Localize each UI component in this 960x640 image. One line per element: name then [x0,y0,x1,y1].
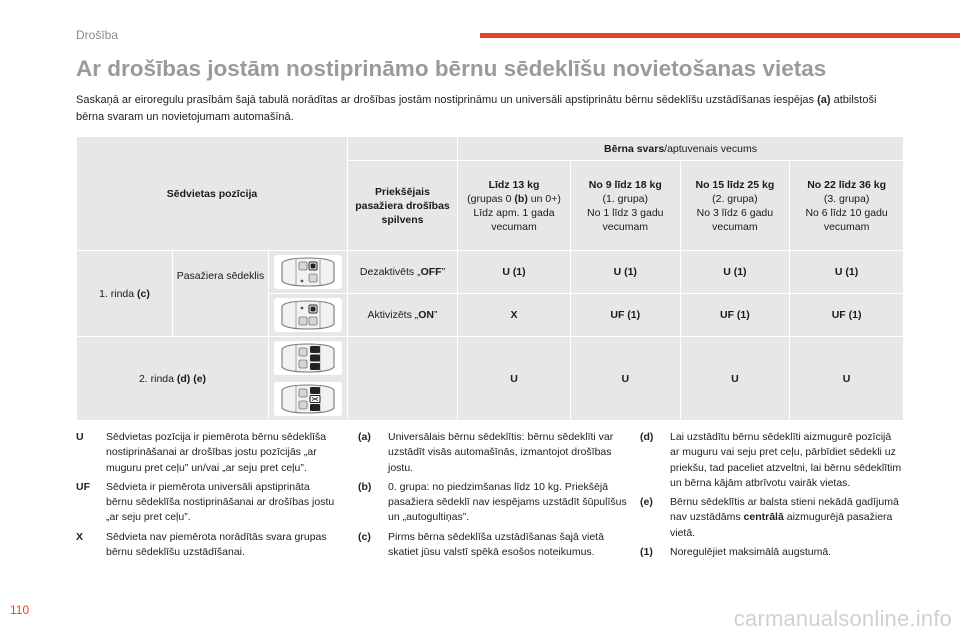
car-front-seat-diagram-off [269,251,348,294]
group-1-header [570,161,680,251]
seat-position-header: Sēdvietas pozīcija [77,137,348,251]
row-1-seat: Pasažiera sēdeklis [173,251,269,337]
row-2-group-2: U [680,337,790,421]
note-item [76,430,338,476]
group-0-header [458,161,571,251]
notes-column-3 [640,430,902,564]
group-2-age: No 3 līdz 6 gadu vecumam [696,206,774,233]
note-item [640,545,902,560]
group-0-group: (grupas 0 (b) un 0+) [467,192,561,205]
group-2-range: No 15 līdz 25 kg [695,178,775,191]
row-1-off-group-0: U (1) [458,251,571,294]
row-2-group-3: U [790,337,904,421]
car-front-seat-icon [272,296,344,334]
group-3-group: (3. grupa) [823,192,870,205]
intro-ref: (a) [817,94,831,106]
airbag-header: Priekšējais pasažiera drošības spilvens [348,161,458,251]
note-text: Lai uzstādītu bērnu sēdeklīti aizmugurē pozīcijā ar muguru vai seju pret ceļu, pārbīdiet sēdekli uz priekšu, tad paceliet atzveltni, lai bērnu sēdeklītim un bērna kājām atbrīvotu vairāk vietas. [670,431,902,489]
row-1-position: 1. rinda (c) [77,251,173,337]
row-1-on-group-0: X [458,294,571,337]
note-item [358,430,628,476]
intro-paragraph [76,92,896,126]
group-3-range: No 22 līdz 36 kg [807,178,886,191]
notes-column-2 [358,430,628,564]
notes-column-1 [76,430,338,564]
note-key: X [76,530,84,543]
page-title: Ar drošības jostām nostiprināmo bērnu sēdeklīšu novietošanas vietas [76,56,827,81]
page-number: 110 [10,603,30,617]
group-0-range: Līdz 13 kg [488,178,540,191]
group-3-age: No 6 līdz 10 gadu vecumam [805,206,888,233]
note-key: (b) [358,480,372,493]
car-rear-seat-icon [272,380,344,418]
section-title: Drošība [76,28,119,42]
note-item [640,495,902,541]
note-key: (d) [640,431,654,443]
row-1-off-group-2: U (1) [680,251,790,294]
note-key: U [76,431,84,443]
note-text: Sēdvieta nav piemērota norādītās svara grupas bērnu sēdeklīšu uzstādīšanai. [106,530,327,559]
table-row [77,251,904,294]
note-text: 0. grupa: no piedzimšanas līdz 10 kg. Priekšējā pasažiera sēdeklī nav iespējams uzstādīt šūpulīšus un „autogultiņas”. [388,480,627,524]
group-3-header [790,161,904,251]
note-text: Sēdvietas pozīcija ir piemērota bērnu sēdeklīša nostiprināšanai ar drošības jostu pozīcijās „ar muguru pret ceļu” un/vai „ar seju pret ceļu”. [106,431,327,474]
group-2-group: (2. grupa) [712,192,758,205]
row-1-on-group-1: UF (1) [570,294,680,337]
car-front-seat-diagram-on [269,294,348,337]
row-1-off-group-3: U (1) [790,251,904,294]
table-row [77,337,904,421]
group-2-header [680,161,790,251]
note-text: Sēdvieta ir piemērota universāli apstiprināta bērnu sēdeklīša nostiprināšanai ar drošības jostu „ar seju pret ceļu”. [106,480,335,524]
group-0-age: Līdz apm. 1 gada vecumam [473,206,555,233]
row-2-airbag-blank [348,337,458,421]
note-item [358,530,628,561]
table-header-row [77,137,904,161]
row-1-off-group-1: U (1) [570,251,680,294]
weight-header-bold: Bērna svars [604,142,665,155]
car-rear-seat-icon [272,339,344,377]
note-text: Pirms bērna sēdeklīša uzstādīšanas šajā vietā skatiet jūsu valstī spēkā esošos noteikumus. [388,530,604,559]
group-1-range: No 9 līdz 18 kg [588,178,662,191]
note-item [76,530,338,561]
note-item [640,430,902,491]
header-accent-bar [480,33,960,38]
row-1-on-group-3: UF (1) [790,294,904,337]
note-text: Bērnu sēdeklītis ar balsta stieni nekādā gadījumā nav uzstādāms centrālā aizmugurējā pasažiera vietā. [670,496,899,539]
note-key: (1) [640,546,653,559]
car-front-seat-icon [272,253,344,291]
note-key: (e) [640,496,653,509]
weight-header [458,137,904,161]
watermark: carmanualsonline.info [733,606,952,631]
note-item [76,480,338,526]
intro-text-end: atbilstoši bērna svaram un novietojumam automašīnā. [76,94,877,123]
group-1-age: No 1 līdz 3 gadu vecumam [587,206,664,233]
airbag-on: Aktivizēts „ON” [348,294,458,337]
weight-header-rest: /aptuvenais vecums [664,142,757,155]
child-seat-table [76,136,904,421]
airbag-off: Dezaktivēts „OFF” [348,251,458,294]
header-blank [348,137,458,161]
note-key: (c) [358,530,371,543]
note-text: Noregulējiet maksimālā augstumā. [670,546,832,559]
group-1-group: (1. grupa) [602,192,649,205]
row-1-on-group-2: UF (1) [680,294,790,337]
note-key: UF [76,480,90,493]
row-2-group-0: U [458,337,571,421]
car-rear-seat-diagrams [269,337,348,421]
row-2-position: 2. rinda (d) (e) [77,337,269,421]
note-text: Universālais bērnu sēdeklītis: bērnu sēdeklīti var uzstādīt visās automašīnās, izmantojot drošības jostu. [388,431,614,474]
row-2-group-1: U [570,337,680,421]
note-key: (a) [358,431,371,443]
note-item [358,480,628,526]
intro-text: Saskaņā ar eiroregulu prasībām šajā tabulā norādītas ar drošības jostām nostiprināmu un universāli apstiprinātu bērnu sēdeklīšu uzstādīšanas iespējas [76,94,818,106]
